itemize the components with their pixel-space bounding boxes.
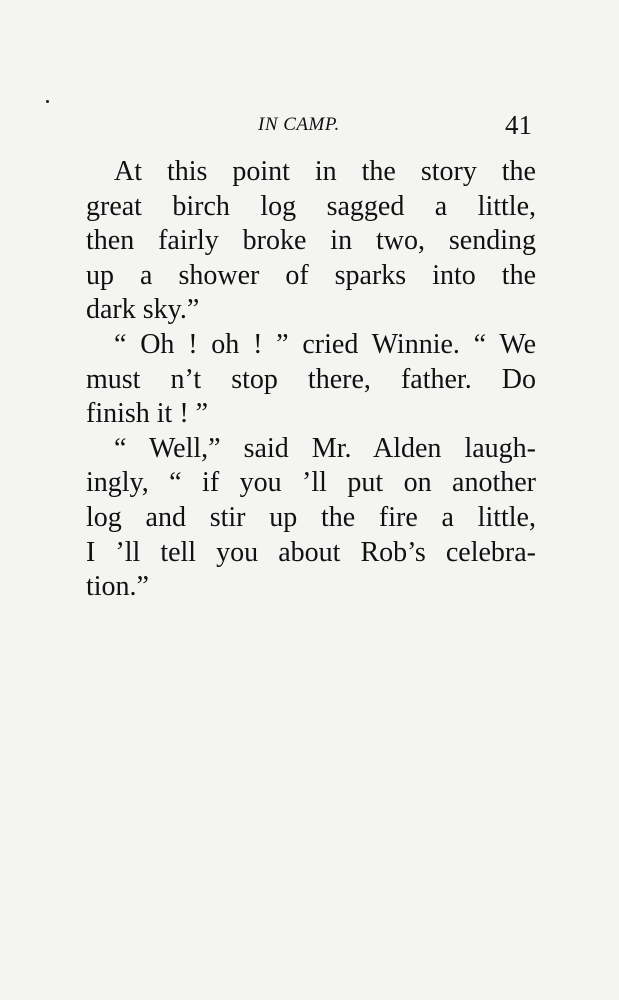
text-line: dark sky.” <box>86 294 200 326</box>
ink-speck <box>46 100 49 103</box>
page-number: 41 <box>505 110 532 140</box>
text-line: up a shower of sparks into the <box>86 259 536 291</box>
text-line: great birch log sagged a little, <box>86 190 536 222</box>
running-head: IN CAMP. <box>258 114 340 135</box>
text-line: log and stir up the fire a little, <box>86 501 536 533</box>
text-line: At this point in the story the <box>114 156 536 187</box>
text-line: must n’t stop there, father. Do <box>86 363 536 395</box>
text-line: I ’ll tell you about Rob’s celebra- <box>86 536 536 568</box>
body-text <box>86 155 536 605</box>
text-line: ingly, “ if you ’ll put on another <box>86 467 536 499</box>
text-line: “ Well,” said Mr. Alden laugh- <box>114 432 536 464</box>
text-line: then fairly broke in two, sending <box>86 225 536 257</box>
text-line: tion.” <box>86 571 149 603</box>
text-line: finish it ! ” <box>86 398 209 430</box>
text-line: “ Oh ! oh ! ” cried Winnie. “ We <box>114 328 536 360</box>
